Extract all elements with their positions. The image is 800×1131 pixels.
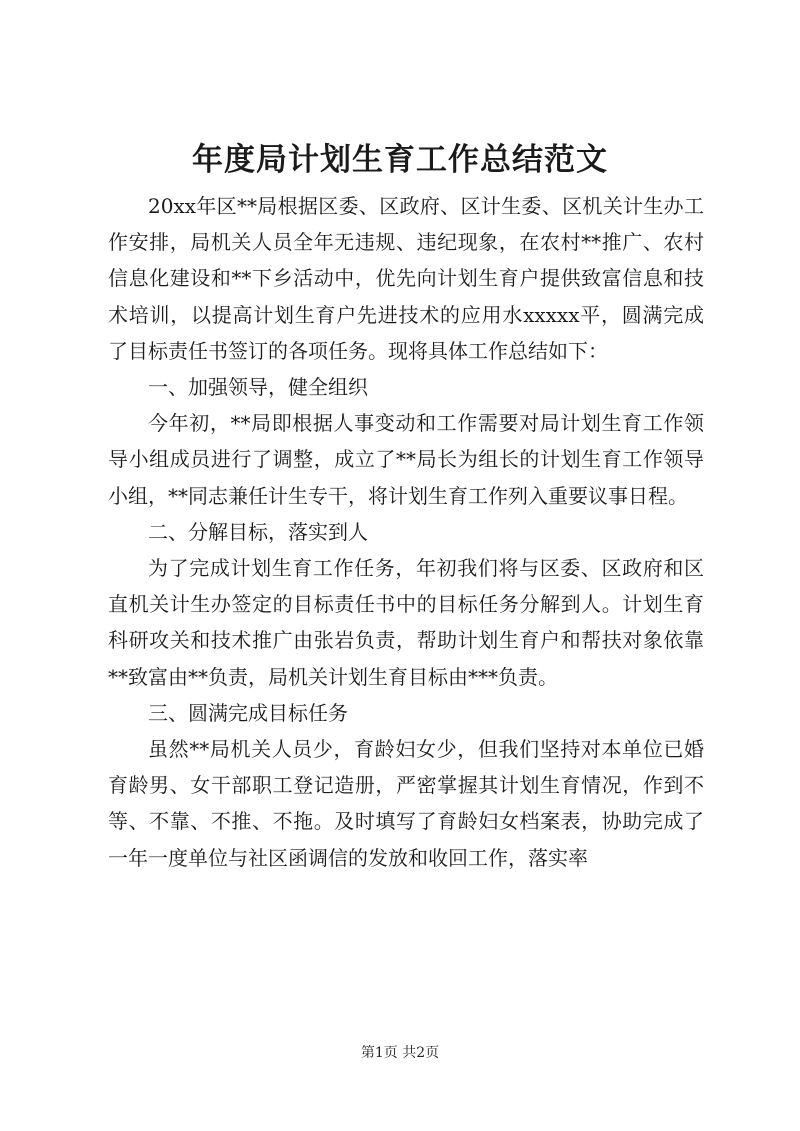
paragraph-intro: 20xx年区**局根据区委、区政府、区计生委、区机关计生办工作安排，局机关人员全年无违规、违纪现象，在农村**推广、农村信息化建设和**下乡活动中，优先向计划生育户提供致富信息和技术培训，以提高计划生育户先进技术的应用水xxxxx平，圆满完成了目标责任书签订的各项任务。现将具体工作总结如下：	[108, 194, 704, 363]
document-title: 年度局计划生育工作总结范文	[192, 142, 608, 178]
paragraph-section-2: 为了完成计划生育工作任务，年初我们将与区委、区政府和区直机关计生办签定的目标责任书中的目标任务分解到人。计划生育科研攻关和技术推广由张岩负责，帮助计划生育户和帮扶对象依靠**致富由**负责，局机关计划生育目标由***负责。	[108, 556, 704, 689]
page-number: 第1页 共2页	[360, 1045, 440, 1061]
paragraph-section-3: 虽然**局机关人员少，育龄妇女少，但我们坚持对本单位已婚育龄男、女干部职工登记造册，严密掌握其计划生育情况，作到不等、不靠、不推、不拖。及时填写了育龄妇女档案表，协助完成了一年一度单位与社区函调信的发放和收回工作，落实率	[108, 737, 704, 870]
section-heading-1: 一、加强领导，健全组织	[148, 375, 368, 400]
section-heading-2: 二、分解目标，落实到人	[148, 519, 368, 544]
paragraph-section-1: 今年初，**局即根据人事变动和工作需要对局计划生育工作领导小组成员进行了调整，成立了**局长为组长的计划生育工作领导小组，**同志兼任计生专干，将计划生育工作列入重要议事日程。	[108, 411, 704, 508]
section-heading-3: 三、圆满完成目标任务	[148, 700, 348, 725]
document-body	[108, 188, 704, 876]
